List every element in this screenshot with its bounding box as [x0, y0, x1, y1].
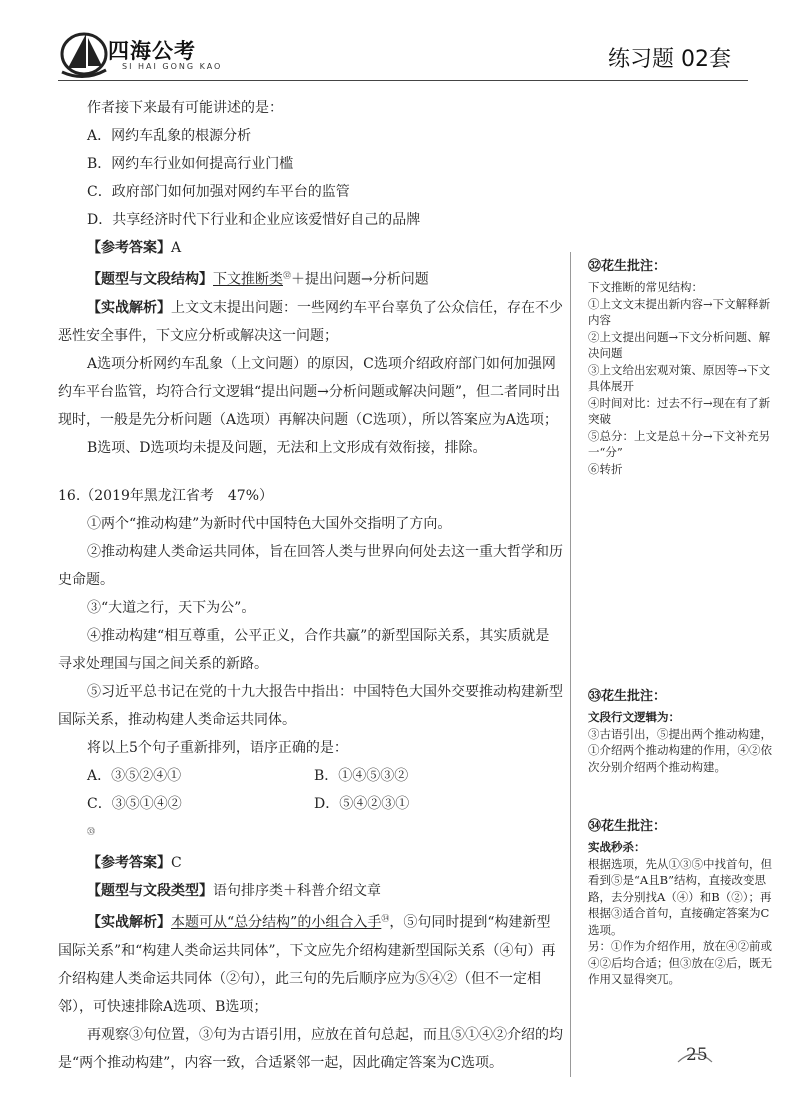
note-ref-32: ㉜	[283, 271, 291, 280]
note-line: ②上文提出问题→下文分析问题、解决问题	[588, 329, 771, 360]
side-note-34	[588, 818, 774, 988]
side-note-32	[588, 258, 774, 477]
q16-stem: 将以上5个句子重新排列，语序正确的是：	[87, 739, 348, 756]
q16-sentence-3: ③“大道之行，天下为公”。	[87, 599, 256, 616]
q15-option-d: D．共享经济时代下行业和企业应该爱惜好自己的品牌	[87, 212, 421, 228]
brand-subtitle: SI HAI GONG KAO	[122, 62, 223, 71]
q16-option-c	[58, 790, 314, 850]
note-line: ⑥转折	[588, 461, 623, 476]
side-note-33	[588, 688, 774, 775]
q16-analysis-1	[58, 905, 563, 1021]
type-text: ＋提出问题→分析问题	[291, 271, 429, 288]
q15-analysis-2: A选项分析网约车乱象（上文问题）的原因，C选项介绍政府部门如何加强网约车平台监管，均符合行文逻辑“提出问题→分析问题或解决问题”，但二者同时出现时，一般是先分析问题（A选项）再解决问题（C选项），所以答案应为A选项；	[58, 355, 561, 428]
note-line: ①上文文末提出新内容→下文解释新内容	[588, 296, 771, 327]
q16-option-b: B．①④⑤③②	[314, 767, 409, 784]
header-rule	[58, 80, 748, 81]
note-title: ㉜花生批注：	[588, 259, 667, 274]
page-header	[0, 0, 800, 80]
answer-label: 【参考答案】	[87, 855, 171, 872]
note-title: ㉝花生批注：	[588, 689, 667, 704]
type-label: 【题型与文段结构】	[87, 271, 213, 288]
answer-value: C	[171, 855, 182, 872]
q16-sentence-5: ⑤习近平总书记在党的十九大报告中指出：中国特色大国外交要推动构建新型国际关系，推动构建人类命运共同体。	[58, 683, 563, 728]
note-line: 根据选项，先从①③⑤中找首句，但看到⑤是“A且B”结构，直接改变思路，去分别找A（④）和B（②）；再根据③适合首句，直接确定答案为C选项。	[588, 856, 772, 937]
analysis-underlined: 本题可从“总分结构”的小组合入手	[171, 914, 382, 931]
analysis-text: 上文文末提出问题：一些网约车平台辜负了公众信任，存在不少恶性安全事件，下文应分析或解决这一问题；	[58, 299, 563, 344]
q16-answer	[58, 849, 563, 877]
q15-type	[58, 262, 563, 294]
note-ref-33: ㉝	[87, 826, 95, 836]
page-number: 25	[686, 1045, 708, 1065]
q16-options-row-2	[58, 790, 563, 850]
type-underlined: 下文推断类	[213, 271, 283, 288]
q16-sentence-2: ②推动构建人类命运共同体，旨在回答人类与世界向何处去这一重大哲学和历史命题。	[58, 543, 563, 588]
margin-divider	[570, 252, 571, 1077]
note-line: 文段行文逻辑为：	[588, 710, 680, 724]
option-c-text: C．③⑤①④②	[87, 795, 182, 812]
q16-sentence-1: ①两个“推动构建”为新时代中国特色大国外交指明了方向。	[87, 515, 452, 532]
q15-answer	[58, 234, 563, 262]
q16-analysis-2: 再观察③句位置，③句为古语引用，应放在首句总起，而且⑤①④②介绍的均是“两个推动构建”，内容一致，合适紧邻一起，因此确定答案为C选项。	[58, 1026, 563, 1071]
note-line: ③上文给出宏观对策、原因等→下文具体展开	[588, 362, 771, 393]
note-line: ③古语引出，⑤提出两个推动构建，①介绍两个推动构建的作用，④②依次分别介绍两个推动构建。	[588, 726, 772, 774]
q16-options-row-1	[58, 762, 563, 790]
q15-stem: 作者接下来最有可能讲述的是：	[87, 100, 283, 116]
set-title: 练习题 02套	[608, 47, 731, 72]
brand-name: 四海公考	[108, 39, 196, 63]
q16-sentence-4: ④推动构建“相互尊重，公平正义，合作共赢”的新型国际关系，其实质就是寻求处理国与国之间关系的新路。	[58, 627, 550, 672]
q15-analysis-3: B选项、D选项均未提及问题，无法和上文形成有效衔接，排除。	[87, 439, 487, 456]
q15-option-a: A．网约车乱象的根源分析	[87, 128, 252, 144]
analysis-label: 【实战解析】	[87, 299, 171, 316]
answer-value: A	[171, 240, 182, 256]
note-line: 另：①作为介绍作用，放在④②前或④②后均合适；但③放在②后，既无作用又显得突兀。	[588, 939, 772, 986]
note-line: 实战秒杀：	[588, 840, 646, 854]
note-line: ⑤总分：上文是总＋分→下文补充另一“分”	[588, 428, 771, 459]
analysis-text: ，⑤句同时提到“构建新型国际关系”和“构建人类命运共同体”，下文应先介绍构建新型国际关系（④句）再介绍构建人类命运共同体（②句），此三句的先后顺序应为⑤④②（但不一定相邻），可快速排除A选项、B选项；	[58, 914, 556, 1015]
q16-option-d: D．⑤④②③①	[314, 795, 410, 812]
type-label: 【题型与文段类型】	[87, 883, 213, 900]
note-line: ④时间对比：过去不行→现在有了新突破	[588, 395, 771, 426]
q15-option-c: C．政府部门如何加强对网约车平台的监管	[87, 184, 350, 200]
note-ref-34: ㉞	[381, 914, 390, 924]
q16-header: 16.（2019年黑龙江省考 47%）	[58, 487, 274, 504]
main-content	[58, 94, 563, 1077]
analysis-label: 【实战解析】	[87, 914, 171, 931]
q15-analysis-1	[58, 294, 563, 350]
answer-label: 【参考答案】	[87, 240, 171, 256]
q16-type	[58, 877, 563, 905]
type-text: 语句排序类＋科普介绍文章	[213, 883, 381, 900]
q15-option-b: B．网约车行业如何提高行业门槛	[87, 156, 294, 172]
note-line: 下文推断的常见结构：	[588, 280, 703, 294]
q16-option-a: A．③⑤②④①	[87, 767, 182, 784]
note-title: ㉞花生批注：	[588, 819, 667, 834]
